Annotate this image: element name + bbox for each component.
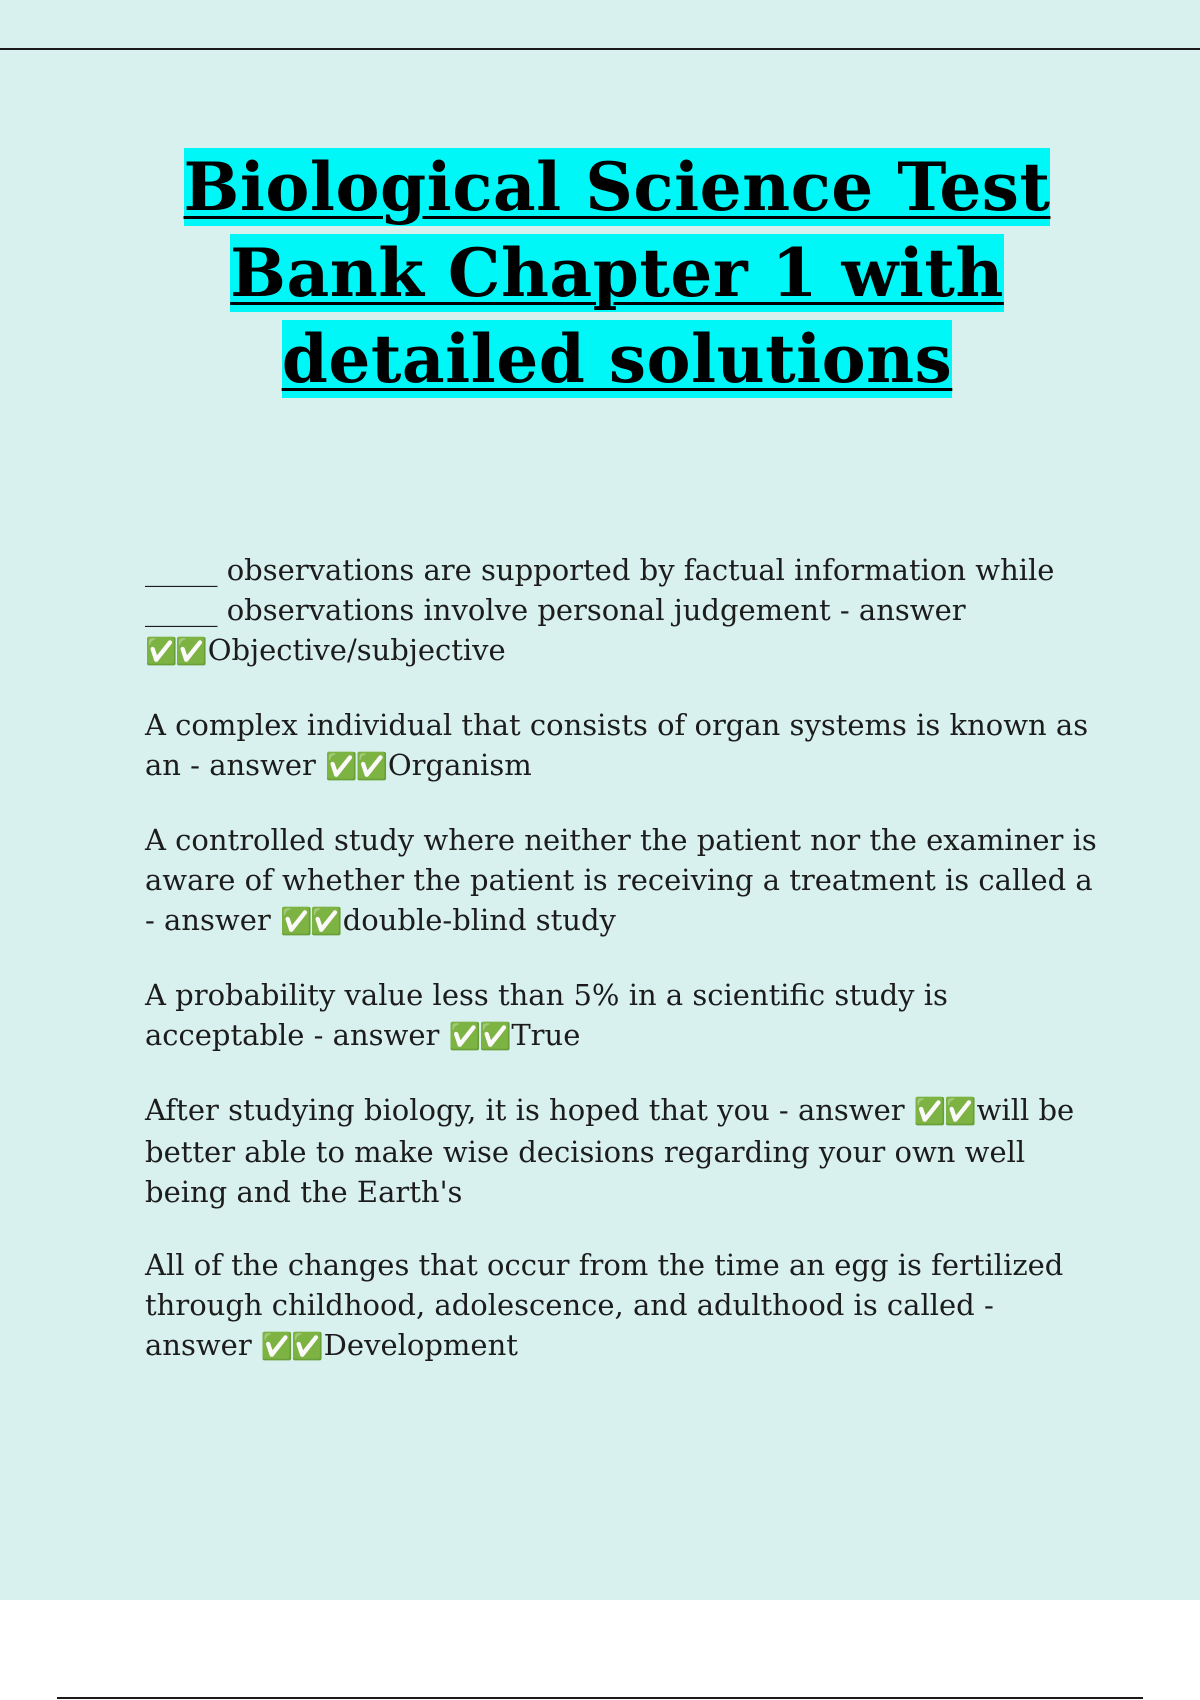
double-check-icon: ✅✅ xyxy=(279,907,341,937)
answer-text: double-blind study xyxy=(342,903,616,937)
qa-list xyxy=(145,550,1105,1400)
answer-text: True xyxy=(511,1018,581,1052)
double-check-icon: ✅✅ xyxy=(325,752,386,782)
qa-item xyxy=(145,705,1105,787)
bottom-divider xyxy=(57,1697,1143,1699)
double-check-icon: ✅✅ xyxy=(145,637,206,667)
double-check-icon: ✅✅ xyxy=(913,1097,975,1127)
top-divider xyxy=(0,48,1200,50)
answer-text: Objective/subjective xyxy=(207,633,506,667)
question-text: A controlled study where neither the patient nor the examiner is aware of whether the patient is receiving a treatment is called a - answer xyxy=(145,823,1097,937)
title-block xyxy=(80,144,1154,402)
qa-item xyxy=(145,1090,1105,1212)
answer-text: Organism xyxy=(387,748,532,782)
question-text: All of the changes that occur from the time an egg is fertilized through childhood, adolescence, and adulthood is called - answer xyxy=(145,1248,1064,1362)
qa-item xyxy=(145,550,1105,672)
document-title xyxy=(80,144,1154,402)
answer-text: will be better able to make wise decisions regarding your own well being and the Earth's xyxy=(145,1093,1075,1209)
qa-item xyxy=(145,1245,1105,1367)
double-check-icon: ✅✅ xyxy=(448,1022,510,1052)
question-text: A probability value less than 5% in a scientific study is acceptable - answer xyxy=(145,978,948,1052)
double-check-icon: ✅✅ xyxy=(260,1332,322,1362)
qa-item xyxy=(145,975,1105,1057)
question-text: After studying biology, it is hoped that you - answer xyxy=(145,1093,914,1127)
answer-text: Development xyxy=(323,1328,518,1362)
question-text: _____ observations are supported by factual information while _____ observations involve personal judgement - answer xyxy=(145,553,1055,627)
qa-item xyxy=(145,820,1105,942)
question-text: A complex individual that consists of organ systems is known as an - answer xyxy=(145,708,1089,782)
highlighted-title-text: Biological Science Test Bank Chapter 1 with detailed solutions xyxy=(183,148,1051,398)
